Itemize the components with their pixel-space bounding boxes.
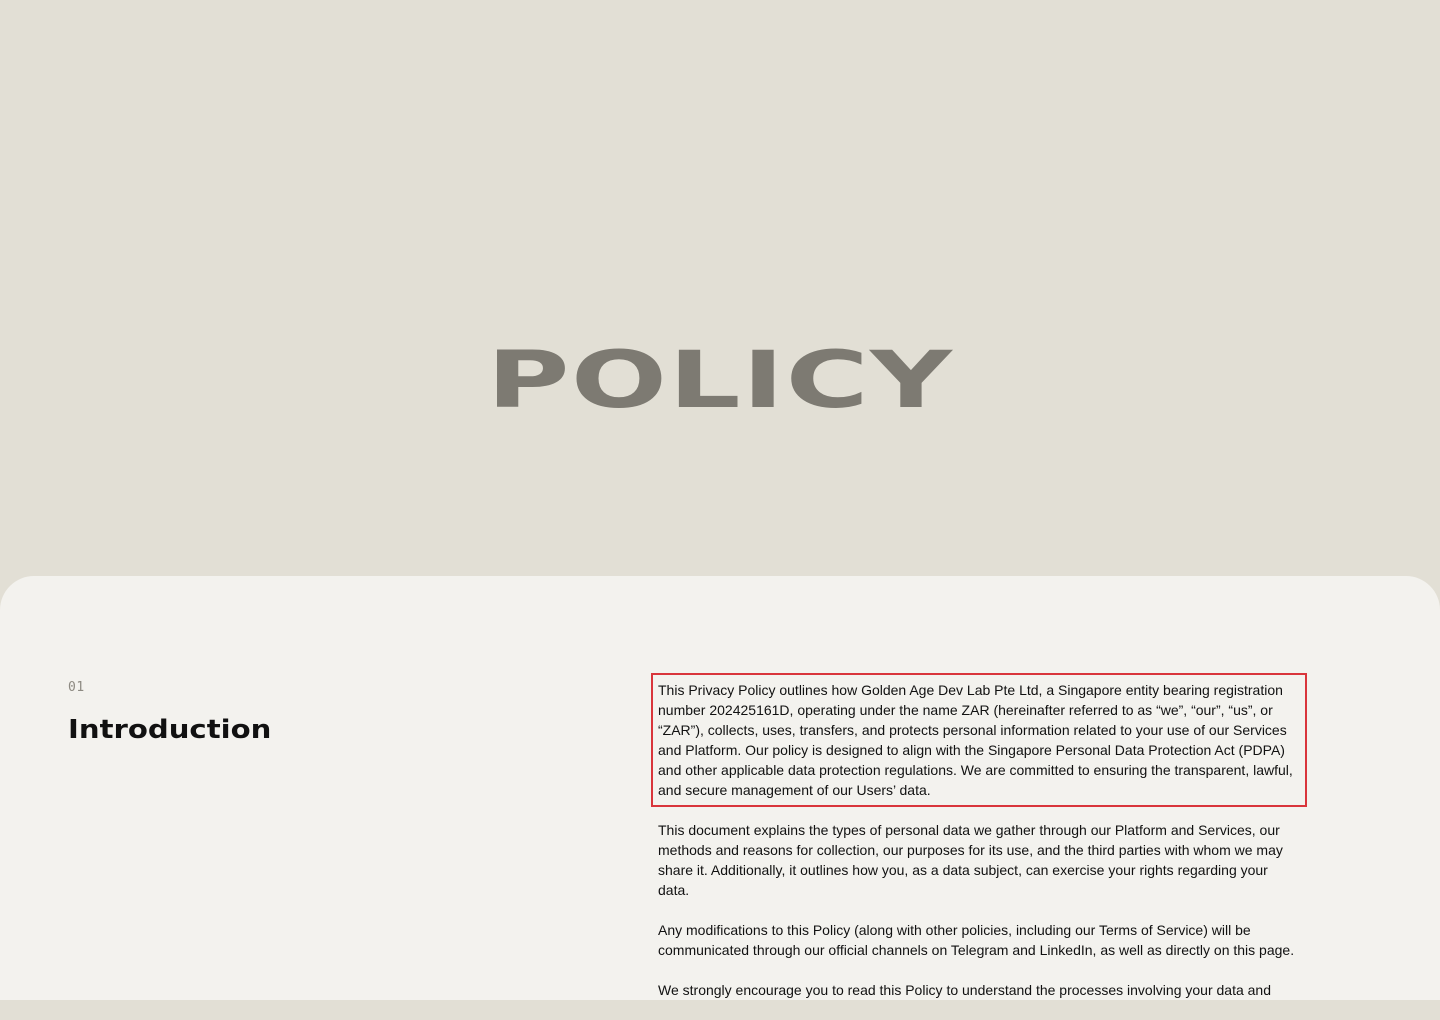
section-number: 01: [68, 680, 85, 695]
intro-paragraph-highlighted: This Privacy Policy outlines how Golden Age Dev Lab Pte Ltd, a Singapore entity bearing registration number 202425161D, operating under the name ZAR (hereinafter referred to as “we”, “our”, “us”, or “ZAR”), collects, uses, transfers, and protects personal information related to your use of our Services and Platform. Our policy is designed to align with the Singapore Personal Data Protection Act (PDPA) and other applicable data protection regulations. We are committed to ensuring the transparent, lawful, and secure management of our Users’ data.: [658, 680, 1300, 800]
intro-paragraph: Any modifications to this Policy (along with other policies, including our Terms of Service) will be communicated through our official channels on Telegram and LinkedIn, as well as directly on this page.: [658, 922, 1295, 958]
intro-paragraph: This document explains the types of personal data we gather through our Platform and Services, our methods and reasons for collection, our purposes for its use, and the third parties with whom we may share it. Additionally, it outlines how you, as a data subject, can exercise your rights regarding your data.: [658, 822, 1283, 898]
section-title: Introduction: [68, 715, 272, 745]
page-title: POLICY: [486, 336, 954, 426]
content-panel: [0, 576, 1440, 1000]
intro-paragraph: We strongly encourage you to read this Policy to understand the processes involving your data and: [658, 982, 1271, 998]
section-content: [658, 680, 1300, 1020]
